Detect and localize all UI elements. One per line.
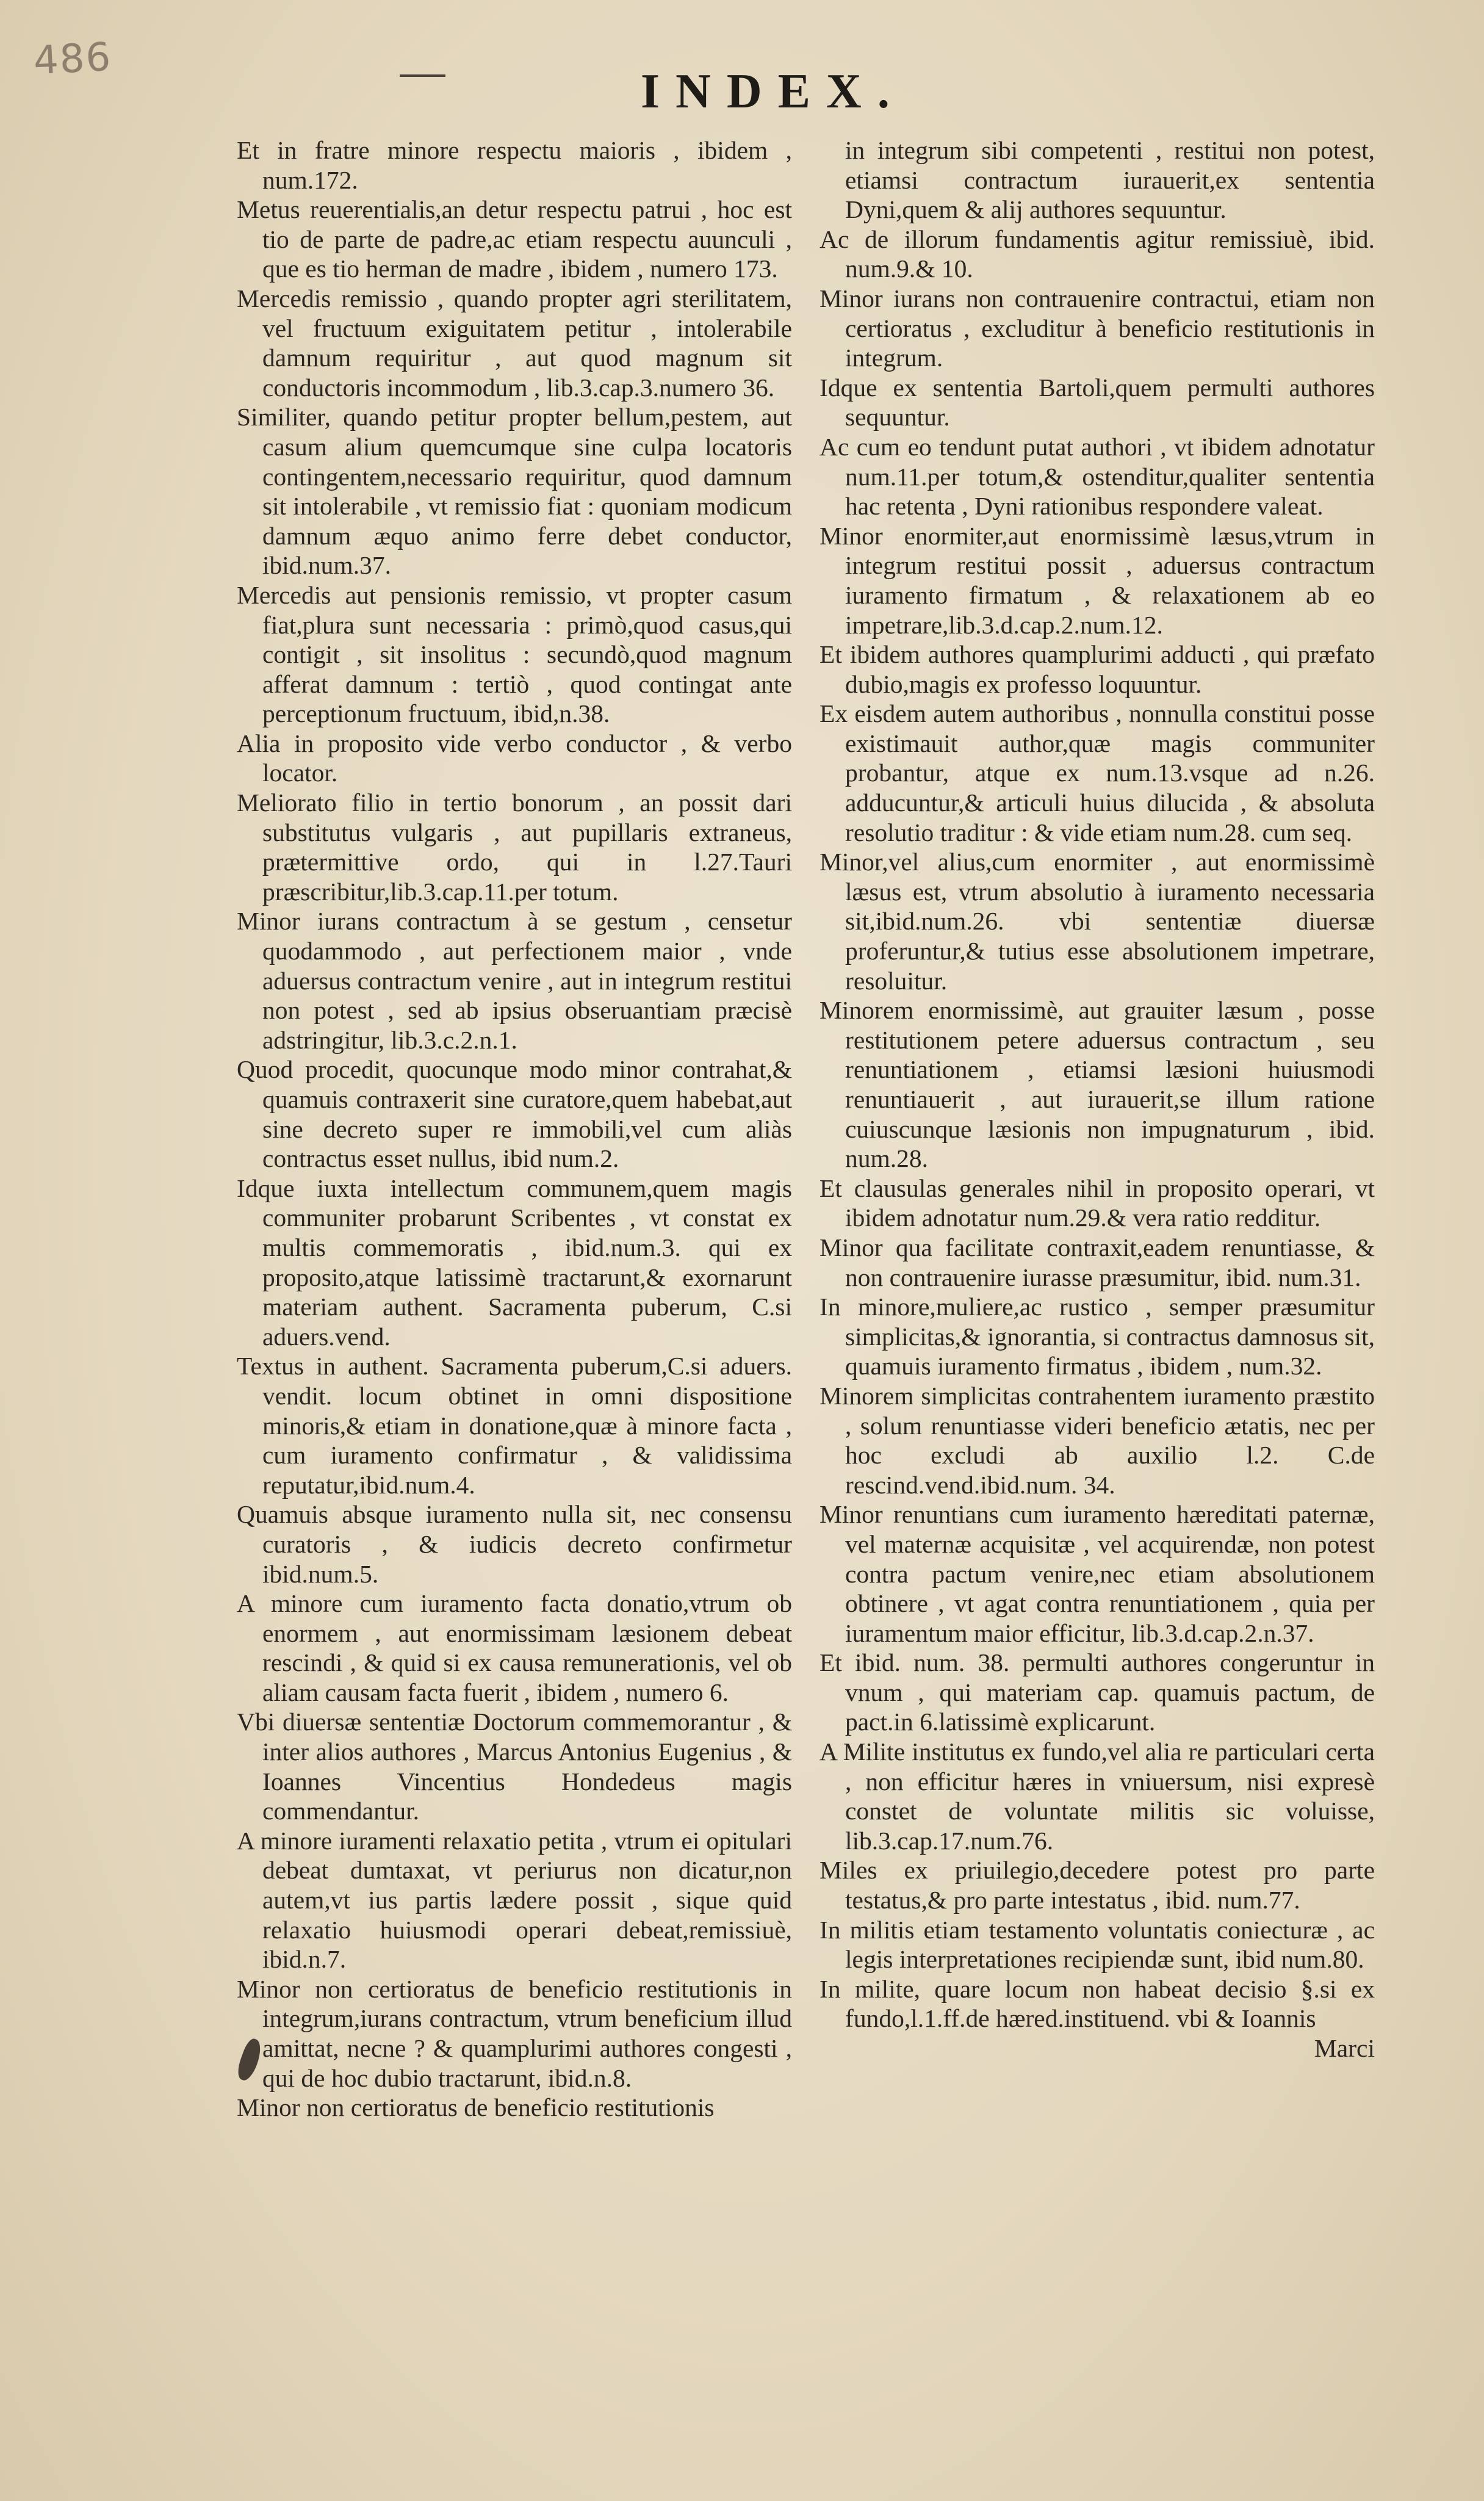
index-entry: Minor iurans contractum à se gestum , censetur quodammodo , aut perfectionem maior , vnde aduersus contractum venire , aut in integrum restitui non potest , sed ab ipsius obseruantiam præcisè adstringitur, lib.3.c.2.n.1. [237,907,792,1054]
index-entry: Mercedis remissio , quando propter agri sterilitatem, vel fructuum exiguitatem petitur , intolerabile damnum requiritur , aut quod magnum sit conductoris incommodum , lib.3.cap.3.numero 36. [237,284,792,402]
index-entry: A minore iuramenti relaxatio petita , vtrum ei opitulari debeat dumtaxat, vt periurus non dicatur,non autem,vt ius partis lædere possit , sique quid relaxatio huiusmodi operari debeat,remissiuè, ibid.n.7. [237,1826,792,1974]
index-entry: Et ibid. num. 38. permulti authores congeruntur in vnum , qui materiam cap. quamuis pactum, de pact.in 6.latissimè explicarunt. [819,1648,1375,1736]
index-entry: Minor iurans non contrauenire contractui, etiam non certioratus , excluditur à beneficio restitutionis in integrum. [819,284,1375,372]
index-entry: Minor non certioratus de beneficio restitutionis in integrum,iurans contractum, vtrum beneficium illud amittat, necne ? & quamplurimi authores congesti , qui de hoc dubio tractarunt, ibid.n.8. [237,1974,792,2092]
index-entry: Ex eisdem autem authoribus , nonnulla constitui posse existimauit author,quæ magis communiter probantur, atque ex num.13.vsque ad n.26. adducuntur,& articuli huius dilucida , & absoluta resolutio traditur : & vide etiam num.28. cum seq. [819,699,1375,846]
left-column [237,135,792,2123]
catchword: Marci [1314,2034,1375,2062]
index-entry: A Milite institutus ex fundo,vel alia re particulari certa , non efficitur hæres in vniuersum, nisi expresè constet de voluntate militis sic voluisse, lib.3.cap.17.num.76. [819,1738,1375,1855]
index-entry: Minorem simplicitas contrahentem iuramento præstito , solum renuntiasse videri beneficio ætatis, nec per hoc excludi ab auxilio l.2. C.de rescind.vend.ibid.num. 34. [819,1381,1375,1499]
folio-mark: 486 [32,34,113,84]
index-entry: Meliorato filio in tertio bonorum , an possit dari substitutus vulgaris , aut pupillaris extraneus, prætermittive ordo, qui in l.27.Tauri præscribitur,lib.3.cap.11.per totum. [237,789,792,906]
index-entry: Quod procedit, quocunque modo minor contrahat,& quamuis contraxerit sine curatore,quem habebat,aut sine decreto super re immobili,vel cum aliàs contractus esset nullus, ibid num.2. [237,1055,792,1173]
index-entry: Minor renuntians cum iuramento hæreditati paternæ, vel maternæ acquisitæ , vel acquirendæ, non potest contra pactum venire,nec etiam absolutionem obtinere , vt agat contra renuntiationem , quia per iuramentum maior efficitur, lib.3.d.cap.2.n.37. [819,1500,1375,1647]
index-entry: Minor non certioratus de beneficio restitutionis [237,2093,715,2122]
index-entry: In minore,muliere,ac rustico , semper præsumitur simplicitas,& ignorantia, si contractus damnosus sit, quamuis iuramento firmatus , ibidem , num.32. [819,1293,1375,1380]
index-entry: Mercedis aut pensionis remissio, vt propter casum fiat,plura sunt necessaria : primò,quod casus,qui contigit , sit insolitus : secundò,quod magnum afferat damnum : tertiò , quod contingat ante perceptionum fructuum, ibid,n.38. [237,580,792,728]
page-title: INDEX. [641,65,906,118]
index-entry: Vbi diuersæ sententiæ Doctorum commemorantur , & inter alios authores , Marcus Antonius Eugenius , & Ioannes Vincentius Hondedeus magis commendantur. [237,1708,792,1825]
index-entry: Textus in authent. Sacramenta puberum,C.si aduers. vendit. locum obtinet in omni dispositione minoris,& etiam in donatione,quæ à minore facta , cum iuramento confirmatur , & validissima reputatur,ibid.num.4. [237,1352,792,1499]
index-entry: Minor qua facilitate contraxit,eadem renuntiasse, & non contrauenire iurasse præsumitur, ibid. num.31. [819,1233,1375,1291]
index-entry: Minor enormiter,aut enormissimè læsus,vtrum in integrum restitui possit , aduersus contractum iuramento firmatum , & relaxationem ab eo impetrare,lib.3.d.cap.2.num.12. [819,521,1375,639]
index-entry: Miles ex priuilegio,decedere potest pro parte testatus,& pro parte intestatus , ibid. num.77. [819,1856,1375,1915]
index-entry: Minor,vel alius,cum enormiter , aut enormissimè læsus est, vtrum absolutio à iuramento necessaria sit,ibid.num.26. vbi sententiæ diuersæ proferuntur,& tutius esse absolutionem impetrare, resoluitur. [819,848,1375,995]
index-entry: Minorem enormissimè, aut grauiter læsum , posse restitutionem petere aduersus contractum , seu renuntiationem , etiamsi læsioni huiusmodi renuntiauerit , aut iurauerit,se illum ratione cuiuscunque læsionis non impugnaturum , ibid. num.28. [819,996,1375,1173]
index-entry-continuation: in integrum sibi competenti , restitui non potest, etiamsi contractum iurauerit,ex sententia Dyni,quem & alij authores sequuntur. [845,136,1375,224]
index-entry: Ac cum eo tendunt putat authori , vt ibidem adnotatur num.11.per totum,& ostenditur,qualiter sententia hac retenta , Dyni rationibus respondere valeat. [819,432,1375,521]
index-entry: Similiter, quando petitur propter bellum,pestem, aut casum alium quemcumque sine culpa locatoris contingentem,necessario requiritur, quod damnum sit intolerabile , vt remissio fiat : quoniam modicum damnum æquo animo ferre debet conductor, ibid.num.37. [237,403,792,580]
index-entry: Quamuis absque iuramento nulla sit, nec consensu curatoris , & iudicis decreto confirmetur ibid.num.5. [237,1500,792,1588]
index-entry: In militis etiam testamento voluntatis coniecturæ , ac legis interpretationes recipiendæ sunt, ibid num.80. [819,1915,1375,1974]
index-entry: Ac de illorum fundamentis agitur remissiuè, ibid. num.9.& 10. [819,225,1375,283]
index-entry: Idque iuxta intellectum communem,quem magis communiter probarunt Scribentes , vt constat ex multis commemoratis , ibid.num.3. qui ex proposito,atque latissimè tractarunt,& exornarunt materiam authent. Sacramenta puberum, C.si aduers.vend. [237,1174,792,1351]
header-rule [400,74,445,77]
index-entry: Metus reuerentialis,an detur respectu patrui , hoc est tio de parte de padre,ac etiam respectu auunculi , que es tio herman de madre , ibidem , numero 173. [237,195,792,283]
index-entry: Alia in proposito vide verbo conductor , & verbo locator. [237,729,792,787]
right-column [819,135,1375,2063]
index-entry: Et clausulas generales nihil in proposito operari, vt ibidem adnotatur num.29.& vera ratio redditur. [819,1174,1375,1232]
index-entry: A minore cum iuramento facta donatio,vtrum ob enormem , aut enormissimam læsionem debeat rescindi , & quid si ex causa remunerationis, vel ob aliam causam facta fuerit , ibidem , numero 6. [237,1589,792,1706]
index-entry: In milite, quare locum non habeat decisio §.si ex fundo,l.1.ff.de hæred.instituend. vbi & Ioannis [819,1974,1375,2033]
index-entry: Et in fratre minore respectu maioris , ibidem , num.172. [237,136,792,194]
index-entry: Idque ex sententia Bartoli,quem permulti authores sequuntur. [819,373,1375,431]
index-entry: Et ibidem authores quamplurimi adducti , qui præfato dubio,magis ex professo loquuntur. [819,640,1375,698]
